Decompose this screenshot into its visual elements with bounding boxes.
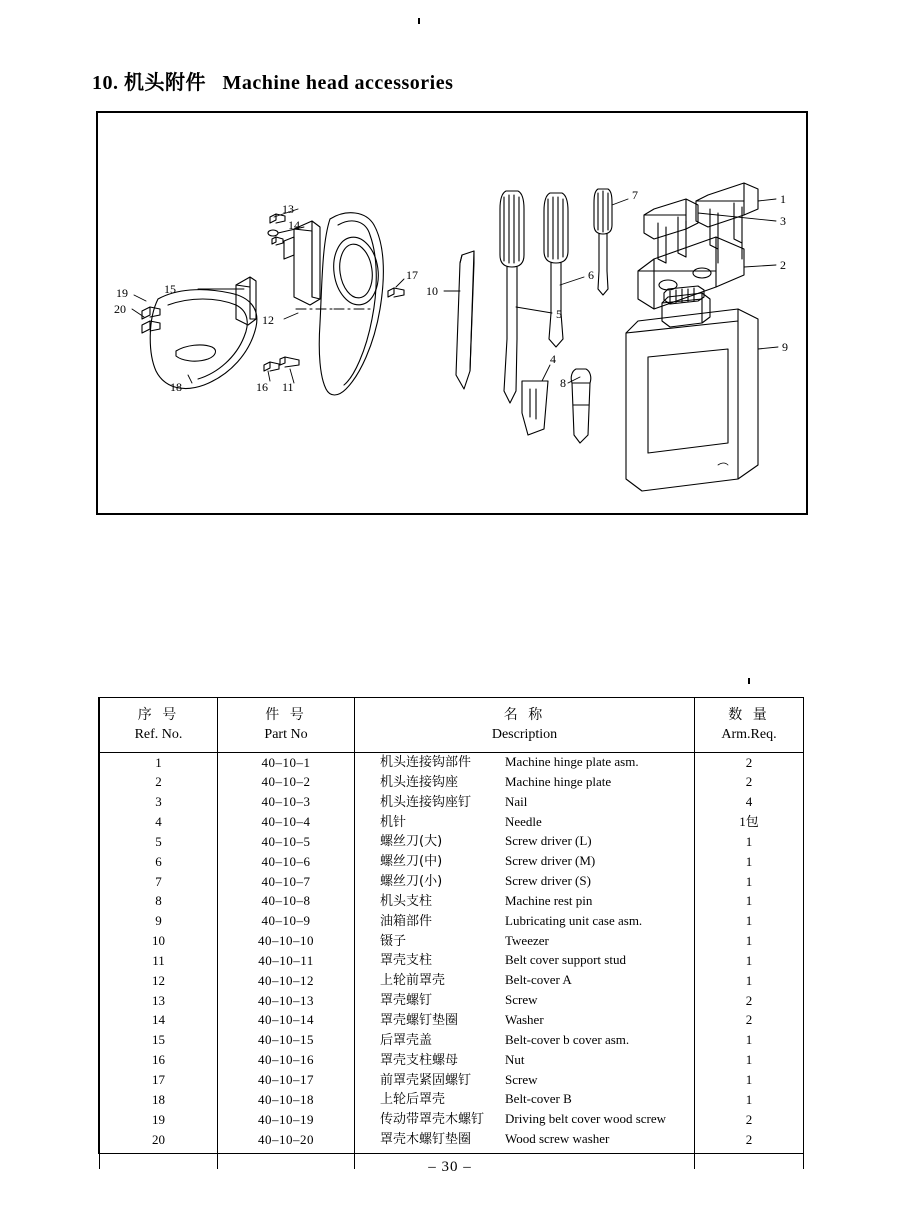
table-row bbox=[100, 813, 804, 833]
column-header-description bbox=[355, 698, 695, 753]
cell-description bbox=[355, 832, 695, 852]
callout-9: 9 bbox=[782, 340, 788, 354]
cell-part-no: 40–10–9 bbox=[218, 912, 355, 932]
cell-quantity: 2 bbox=[695, 773, 804, 793]
table-row bbox=[100, 1071, 804, 1091]
cell-quantity: 1 bbox=[695, 971, 804, 991]
column-header-part bbox=[218, 698, 355, 753]
cell-quantity: 1 bbox=[695, 1031, 804, 1051]
column-header-ref-zh: 序 号 bbox=[137, 706, 180, 723]
callout-14: 14 bbox=[288, 218, 300, 232]
description-en: Washer bbox=[505, 1011, 544, 1027]
cell-quantity: 1 bbox=[695, 1071, 804, 1091]
column-header-qty-zh: 数 量 bbox=[728, 706, 770, 723]
cell-ref-no: 10 bbox=[100, 932, 218, 952]
cell-part-no: 40–10–18 bbox=[218, 1090, 355, 1110]
cell-part-no: 40–10–19 bbox=[218, 1110, 355, 1130]
callout-12: 12 bbox=[262, 313, 274, 327]
callout-17: 17 bbox=[406, 268, 418, 282]
cell-ref-no: 8 bbox=[100, 892, 218, 912]
table-row bbox=[100, 773, 804, 793]
callout-4: 4 bbox=[550, 352, 556, 366]
column-header-ref-en: Ref. No. bbox=[134, 727, 183, 742]
parts-table-container bbox=[98, 697, 804, 1154]
callout-15: 15 bbox=[164, 282, 176, 296]
table-row bbox=[100, 753, 804, 773]
cell-part-no: 40–10–4 bbox=[218, 813, 355, 833]
column-header-description-en: Description bbox=[491, 727, 558, 742]
cell-part-no: 40–10–11 bbox=[218, 951, 355, 971]
cell-quantity: 2 bbox=[695, 1110, 804, 1130]
description-zh: 罩壳支柱螺母 bbox=[380, 1052, 459, 1068]
cell-quantity: 1 bbox=[695, 1051, 804, 1071]
cell-ref-no: 3 bbox=[100, 793, 218, 813]
cell-part-no: 40–10–3 bbox=[218, 793, 355, 813]
cell-ref-no: 17 bbox=[100, 1071, 218, 1091]
table-row bbox=[100, 1011, 804, 1031]
page-number: – 30 – bbox=[428, 1159, 472, 1175]
cell-ref-no: 4 bbox=[100, 813, 218, 833]
description-zh: 螺丝刀(中) bbox=[380, 854, 443, 870]
description-en: Tweezer bbox=[505, 932, 549, 948]
table-row bbox=[100, 892, 804, 912]
description-en: Driving belt cover wood screw bbox=[505, 1111, 667, 1127]
table-row bbox=[100, 951, 804, 971]
description-en: Belt-cover b cover asm. bbox=[505, 1031, 630, 1047]
section-title-zh: 机头附件 bbox=[124, 70, 206, 94]
table-row bbox=[100, 793, 804, 813]
cell-description bbox=[355, 773, 695, 793]
callout-6: 6 bbox=[588, 268, 594, 282]
description-en: Belt-cover B bbox=[505, 1091, 572, 1107]
description-zh: 螺丝刀(小) bbox=[380, 874, 443, 890]
cell-ref-no: 20 bbox=[100, 1130, 218, 1150]
description-zh: 罩壳螺钉 bbox=[380, 993, 433, 1009]
column-header-qty bbox=[695, 698, 804, 753]
description-en: Belt-cover A bbox=[505, 972, 572, 988]
description-en: Screw driver (L) bbox=[505, 833, 592, 849]
cell-description bbox=[355, 753, 695, 773]
cell-ref-no: 12 bbox=[100, 971, 218, 991]
description-zh: 机头连接钩座钉 bbox=[380, 794, 472, 810]
table-row bbox=[100, 1051, 804, 1071]
description-zh: 镊子 bbox=[380, 933, 407, 949]
cell-description bbox=[355, 1051, 695, 1071]
cell-description bbox=[355, 1031, 695, 1051]
description-en: Lubricating unit case asm. bbox=[505, 912, 643, 928]
cell-part-no: 40–10–2 bbox=[218, 773, 355, 793]
cell-ref-no: 7 bbox=[100, 872, 218, 892]
cell-ref-no: 9 bbox=[100, 912, 218, 932]
cell-quantity: 1 bbox=[695, 872, 804, 892]
callout-13: 13 bbox=[282, 202, 294, 216]
registration-tick bbox=[418, 18, 420, 24]
cell-description bbox=[355, 1110, 695, 1130]
callout-8: 8 bbox=[560, 376, 566, 390]
cell-description bbox=[355, 1071, 695, 1091]
parts-table bbox=[99, 698, 804, 1169]
description-zh: 前罩壳紧固螺钉 bbox=[380, 1072, 472, 1088]
cell-part-no: 40–10–13 bbox=[218, 991, 355, 1011]
cell-part-no: 40–10–17 bbox=[218, 1071, 355, 1091]
description-zh: 油箱部件 bbox=[380, 913, 433, 929]
description-zh: 螺丝刀(大) bbox=[380, 834, 443, 850]
column-header-part-en: Part No bbox=[264, 727, 308, 742]
description-zh: 机头连接钩部件 bbox=[380, 755, 472, 770]
cell-quantity: 2 bbox=[695, 753, 804, 773]
cell-part-no: 40–10–5 bbox=[218, 832, 355, 852]
cell-ref-no: 16 bbox=[100, 1051, 218, 1071]
table-row bbox=[100, 971, 804, 991]
description-zh: 罩壳螺钉垫圈 bbox=[380, 1012, 459, 1028]
cell-description bbox=[355, 852, 695, 872]
table-row bbox=[100, 991, 804, 1011]
cell-description bbox=[355, 793, 695, 813]
callout-16: 16 bbox=[256, 380, 268, 394]
callout-1: 1 bbox=[780, 192, 786, 206]
column-header-part-zh: 件 号 bbox=[265, 706, 307, 723]
description-zh: 罩壳支柱 bbox=[380, 953, 433, 969]
column-header-description-zh: 名 称 bbox=[503, 706, 546, 723]
description-zh: 罩壳木螺钉垫圈 bbox=[380, 1132, 472, 1148]
cell-description bbox=[355, 1090, 695, 1110]
column-header-ref bbox=[100, 698, 218, 753]
callout-2: 2 bbox=[780, 258, 786, 272]
cell-part-no: 40–10–12 bbox=[218, 971, 355, 991]
cell-ref-no: 14 bbox=[100, 1011, 218, 1031]
cell-description bbox=[355, 1011, 695, 1031]
table-header-row bbox=[100, 698, 804, 753]
description-en: Screw driver (M) bbox=[505, 853, 596, 869]
callout-19: 19 bbox=[116, 286, 128, 300]
callout-20: 20 bbox=[114, 302, 126, 316]
cell-part-no: 40–10–14 bbox=[218, 1011, 355, 1031]
description-zh: 后罩壳盖 bbox=[380, 1032, 433, 1048]
table-row bbox=[100, 1130, 804, 1150]
cell-ref-no: 6 bbox=[100, 852, 218, 872]
table-row bbox=[100, 1090, 804, 1110]
cell-quantity: 1 bbox=[695, 852, 804, 872]
description-en: Screw driver (S) bbox=[505, 873, 591, 889]
cell-quantity: 2 bbox=[695, 991, 804, 1011]
description-en: Screw bbox=[505, 1071, 538, 1087]
description-zh: 上轮后罩壳 bbox=[380, 1092, 446, 1108]
description-en: Machine hinge plate asm. bbox=[505, 754, 639, 769]
cell-quantity: 2 bbox=[695, 1011, 804, 1031]
cell-ref-no: 15 bbox=[100, 1031, 218, 1051]
description-en: Nail bbox=[505, 793, 528, 809]
cell-ref-no: 18 bbox=[100, 1090, 218, 1110]
cell-description bbox=[355, 971, 695, 991]
cell-description bbox=[355, 912, 695, 932]
cell-ref-no: 5 bbox=[100, 832, 218, 852]
cell-description bbox=[355, 813, 695, 833]
cell-ref-no: 19 bbox=[100, 1110, 218, 1130]
callout-11: 11 bbox=[282, 380, 294, 394]
cell-quantity: 4 bbox=[695, 793, 804, 813]
page-title bbox=[92, 66, 453, 95]
cell-ref-no: 2 bbox=[100, 773, 218, 793]
description-zh: 机头连接钩座 bbox=[380, 774, 459, 790]
callout-3: 3 bbox=[780, 214, 786, 228]
machine-head-accessories-diagram bbox=[98, 113, 802, 509]
description-en: Nut bbox=[505, 1051, 525, 1067]
callout-7: 7 bbox=[632, 188, 638, 202]
column-header-qty-en: Arm.Req. bbox=[721, 727, 777, 742]
description-en: Belt cover support stud bbox=[505, 952, 626, 968]
cell-description bbox=[355, 951, 695, 971]
cell-quantity: 1包 bbox=[695, 813, 804, 833]
figure-container bbox=[96, 111, 808, 515]
description-en: Needle bbox=[505, 813, 542, 829]
description-zh: 传动带罩壳木螺钉 bbox=[380, 1112, 485, 1128]
table-row bbox=[100, 1110, 804, 1130]
cell-part-no: 40–10–1 bbox=[218, 753, 355, 773]
table-row bbox=[100, 932, 804, 952]
cell-part-no: 40–10–10 bbox=[218, 932, 355, 952]
cell-description bbox=[355, 892, 695, 912]
table-row bbox=[100, 1031, 804, 1051]
cell-ref-no: 11 bbox=[100, 951, 218, 971]
cell-part-no: 40–10–16 bbox=[218, 1051, 355, 1071]
table-row bbox=[100, 852, 804, 872]
cell-part-no: 40–10–6 bbox=[218, 852, 355, 872]
description-en: Machine hinge plate bbox=[505, 773, 612, 789]
cell-quantity: 1 bbox=[695, 951, 804, 971]
cell-part-no: 40–10–20 bbox=[218, 1130, 355, 1150]
cell-quantity: 1 bbox=[695, 832, 804, 852]
cell-description bbox=[355, 872, 695, 892]
cell-part-no: 40–10–8 bbox=[218, 892, 355, 912]
callout-5: 5 bbox=[556, 307, 562, 321]
callout-18: 18 bbox=[170, 380, 182, 394]
description-zh: 机针 bbox=[380, 814, 407, 830]
section-title-en: Machine head accessories bbox=[222, 72, 454, 94]
callout-10: 10 bbox=[426, 284, 438, 298]
cell-part-no: 40–10–15 bbox=[218, 1031, 355, 1051]
cell-quantity: 1 bbox=[695, 892, 804, 912]
cell-ref-no: 13 bbox=[100, 991, 218, 1011]
description-en: Wood screw washer bbox=[505, 1131, 610, 1147]
cell-description bbox=[355, 932, 695, 952]
cell-quantity: 1 bbox=[695, 1090, 804, 1110]
table-row bbox=[100, 872, 804, 892]
table-row bbox=[100, 912, 804, 932]
cell-ref-no: 1 bbox=[100, 753, 218, 773]
description-zh: 上轮前罩壳 bbox=[380, 973, 446, 989]
cell-quantity: 2 bbox=[695, 1130, 804, 1150]
cell-description bbox=[355, 991, 695, 1011]
cell-part-no: 40–10–7 bbox=[218, 872, 355, 892]
cell-quantity: 1 bbox=[695, 932, 804, 952]
description-en: Machine rest pin bbox=[505, 892, 593, 908]
table-row bbox=[100, 832, 804, 852]
cell-quantity: 1 bbox=[695, 912, 804, 932]
registration-tick-2 bbox=[748, 678, 750, 684]
description-en: Screw bbox=[505, 992, 538, 1008]
description-zh: 机头支柱 bbox=[380, 893, 433, 909]
section-number: 10. bbox=[92, 72, 119, 94]
cell-description bbox=[355, 1130, 695, 1150]
